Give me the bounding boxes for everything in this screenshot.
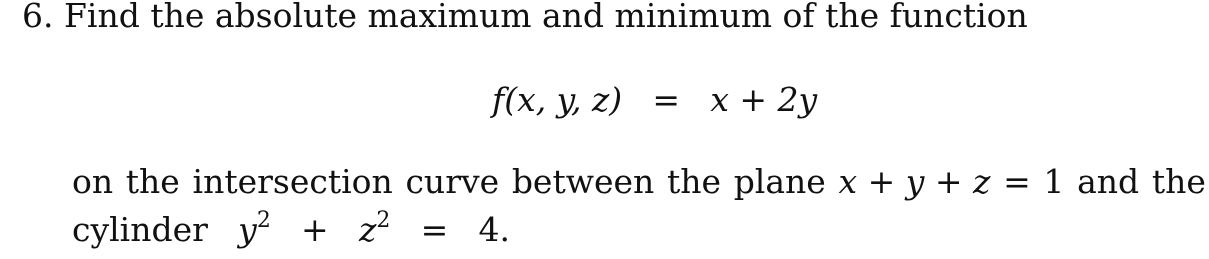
cylinder-z: z	[358, 210, 377, 249]
body-word: cylinder	[72, 210, 208, 249]
body-word: intersection	[192, 162, 393, 201]
cylinder-plus: +	[301, 210, 329, 249]
problem-body-line-2	[72, 210, 510, 250]
cylinder-equals: =	[420, 210, 449, 249]
body-word: between	[511, 162, 655, 201]
formula-equals: =	[652, 80, 681, 119]
formula-rhs: x + 2y	[710, 80, 818, 119]
body-word: the	[1151, 162, 1206, 201]
formula-lhs: f(x, y, z)	[492, 80, 623, 119]
body-word: curve	[405, 162, 500, 201]
plane-value: 1	[1043, 162, 1065, 201]
cylinder-z-exponent: 2	[376, 208, 391, 233]
display-formula	[492, 80, 817, 120]
problem-body-line-1	[72, 162, 1206, 202]
plane-equation: x + y + z	[838, 162, 991, 201]
problem-number: 6.	[22, 0, 54, 35]
cylinder-y-exponent: 2	[256, 208, 271, 233]
body-word: on	[72, 162, 114, 201]
problem-heading-text: Find the absolute maximum and minimum of the function	[64, 0, 1028, 35]
body-word: the	[666, 162, 722, 201]
problem-heading	[22, 0, 1028, 36]
body-word: and	[1077, 162, 1140, 201]
plane-equals: =	[1003, 162, 1031, 201]
body-word: plane	[733, 162, 826, 201]
cylinder-y: y	[238, 210, 257, 249]
body-word: the	[125, 162, 180, 201]
cylinder-value: 4.	[478, 210, 510, 249]
